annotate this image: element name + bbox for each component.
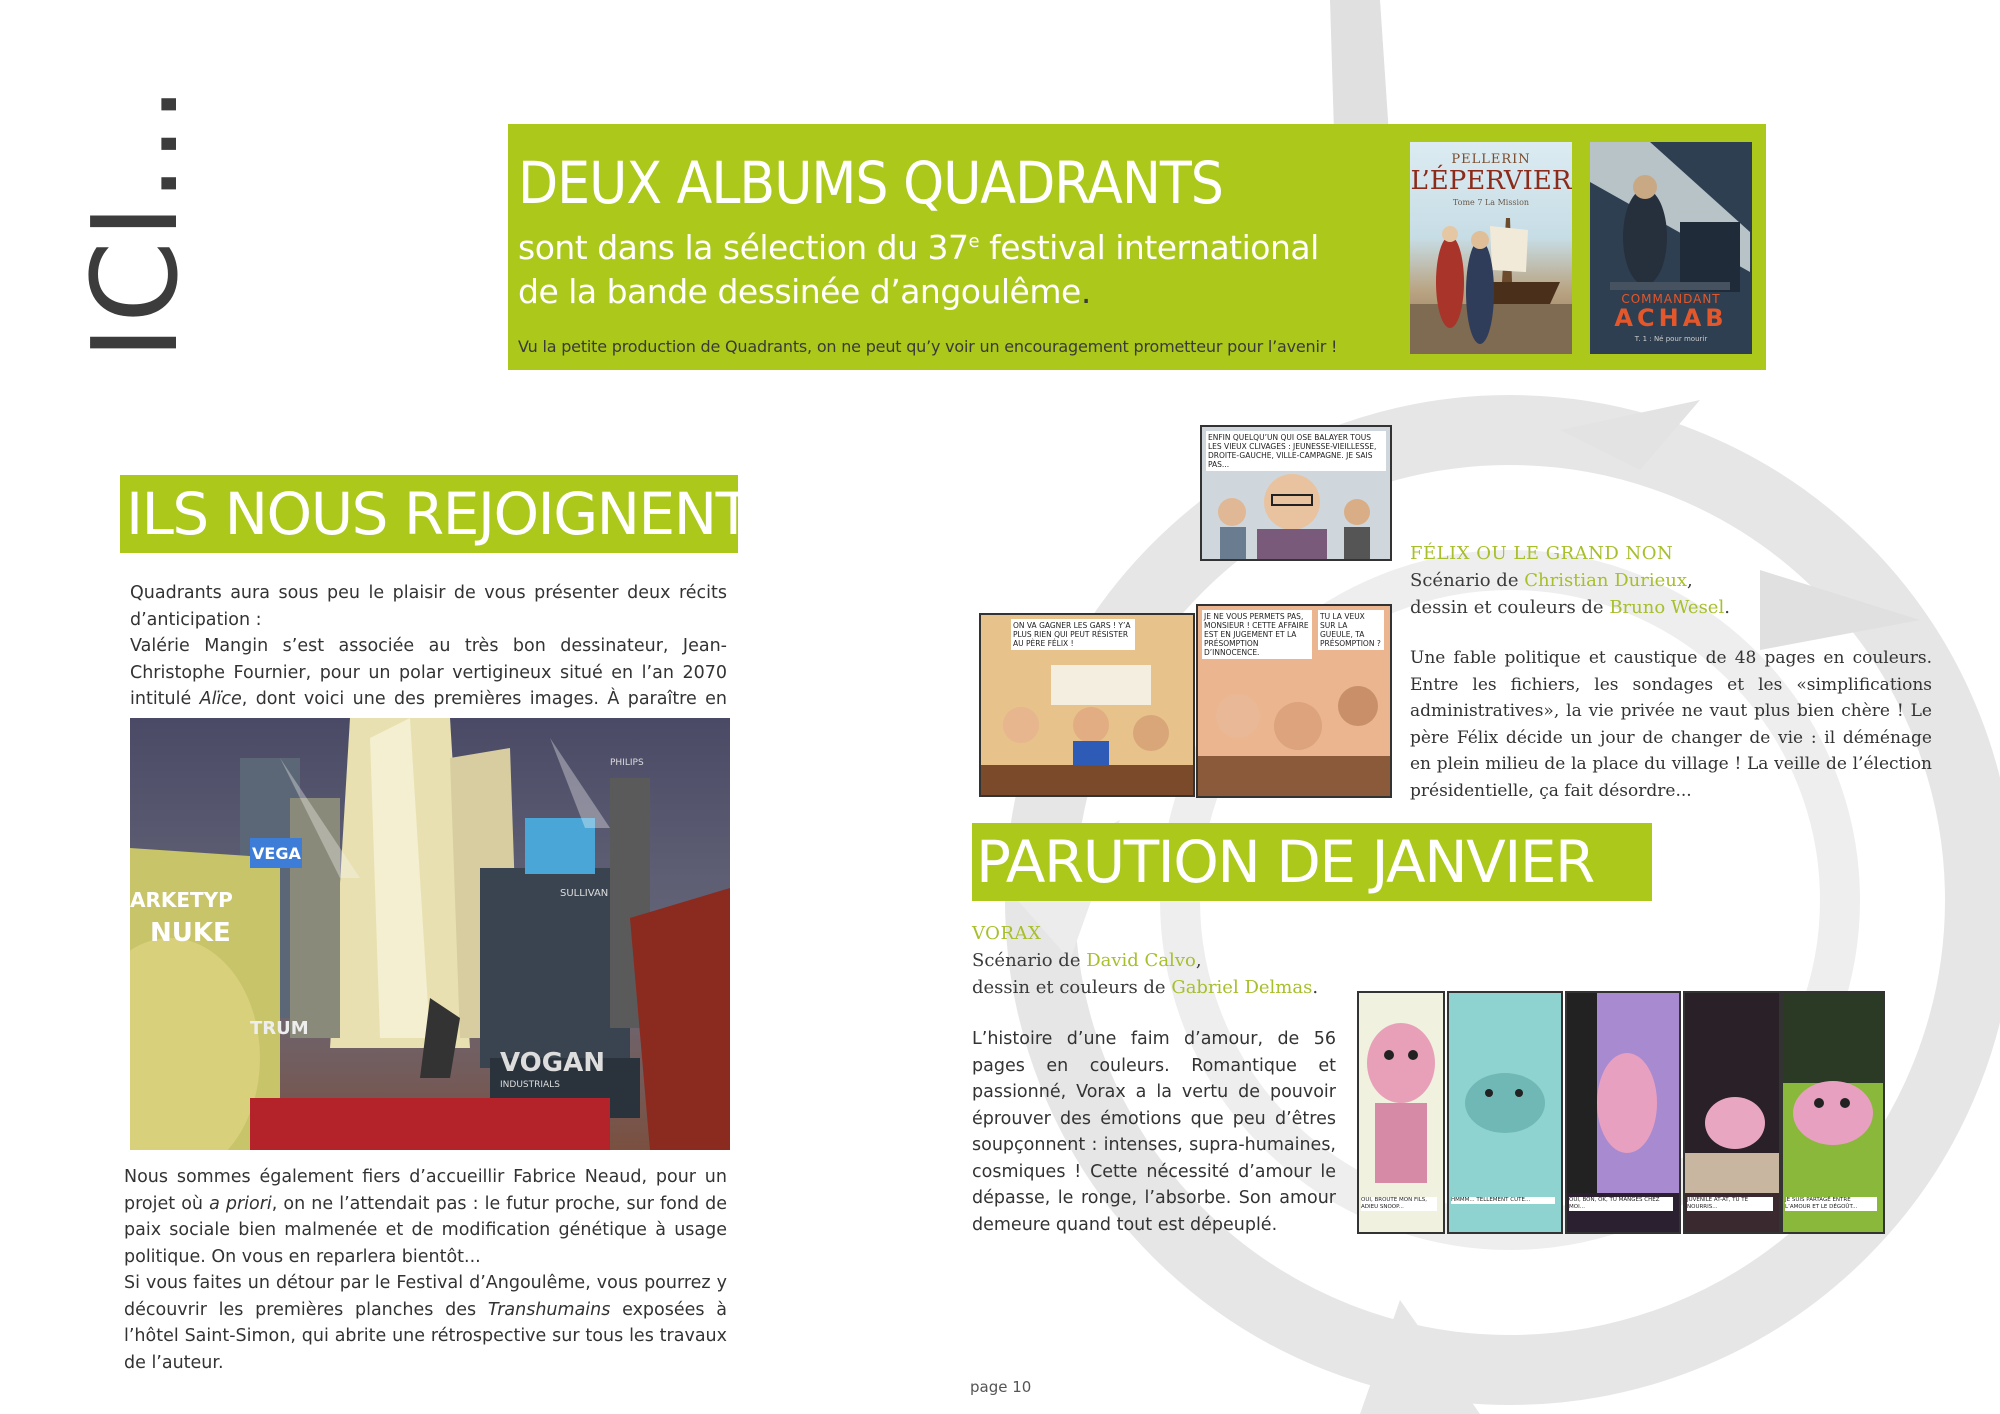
felix-panel-2: ON VA GAGNER LES GARS ! Y’A PLUS RIEN QUI PEUT RÉSISTER AU PÈRE FÉLIX ! xyxy=(979,613,1195,797)
side-title: ICI... xyxy=(66,83,204,360)
vorax-panel-1: OUI, BROUTE MON FILS, ADIEU SNOOP... xyxy=(1357,991,1445,1234)
vorax-panel-2: HMMM... TELLEMENT CUTE... xyxy=(1447,991,1563,1234)
felix-description: Une fable politique et caustique de 48 pages en couleurs. Entre les fichiers, les sondages et les «simplifications administratives», la vie privée ne vaut plus bien chère ! Le père Félix décide un jour de changer de vie : il déménage en plein milieu de la place du village ! La veille de l’élection présidentielle, ça fait désordre... xyxy=(1410,648,1932,801)
janvier-heading-bar xyxy=(972,823,1652,901)
alice-illustration: VEGA ARKETYP NUKE TRUM VOGAN INDUSTRIALS PHILIPS SULLIVAN xyxy=(130,718,730,1150)
felix-panel-3-art xyxy=(1198,666,1390,796)
vorax-panel-1-art xyxy=(1359,993,1443,1193)
felix-credit: FÉLIX OU LE GRAND NON Scénario de Christian Durieux, dessin et couleurs de Bruno Wesel. xyxy=(1410,543,1730,618)
rejoignent-intro: Quadrants aura sous peu le plaisir de vous présenter deux récits d’anticipation : Valérie Mangin s’est associée au très bon dessinateur, Jean-Christophe Fournier, pour un polar vertigineux situé en l’an 2070 intitulé Alïce, dont voici une des premières images. À paraître en xyxy=(130,583,728,709)
rejoignent-heading-bar xyxy=(120,475,750,553)
vorax-strip xyxy=(1357,991,1883,1234)
cover-achab: COMMANDANT ACHAB T. 1 : Né pour mourir xyxy=(1590,142,1752,354)
vorax-panel-3: OUI, BON, OK, TU MANGES CHEZ MOI... xyxy=(1565,991,1681,1234)
felix-panel-3: JE NE VOUS PERMETS PAS, MONSIEUR ! CETTE AFFAIRE EST EN JUGEMENT ET LA PRÉSOMPTION D’INNOCENCE. TU LA VEUX SUR LA GUEULE, TA PRÉSOMPTION ? xyxy=(1196,604,1392,798)
albums-headline: DEUX ALBUMS QUADRANTS xyxy=(518,149,1223,217)
janvier-heading: PARUTION DE JANVIER xyxy=(976,828,1594,896)
vorax-panel-4-art xyxy=(1685,993,1779,1193)
felix-panel-1-art xyxy=(1202,467,1390,559)
rejoignent-heading: ILS NOUS REJOIGNENT xyxy=(126,480,750,548)
vorax-description: L’histoire d’une faim d’amour, de 56 pages en couleurs. Romantique et passionné, Vorax a la vertu de pouvoir éprouver des émotions que peu d’êtres soupçonnent : intenses, supra-humaines, cosmiques ! Cette nécessité d’amour le dépasse, le ronge, l’absorbe. Son amour demeure quand tout est dépeuplé. xyxy=(972,1029,1336,1235)
vorax-panel-5-art xyxy=(1783,993,1883,1193)
vorax-panel-2-art xyxy=(1449,993,1561,1193)
cover-epervier-art xyxy=(1410,212,1572,354)
cover-epervier: PELLERIN L’ÉPERVIER Tome 7 La Mission xyxy=(1410,142,1572,354)
vorax-panel-5: JE SUIS PARTAGÉ ENTRE L’AMOUR ET LE DÉGOÛT... xyxy=(1781,991,1885,1234)
rejoignent-neaud: Nous sommes également fiers d’accueillir Fabrice Neaud, pour un projet où a priori, on ne l’attendait pas : le futur proche, sur fond de paix sociale bien malmenée et de modification génétique à usage politique. On vous en reparlera bientôt... Si vous faites un détour par le Festival d’Angoulême, vous pourrez y découvrir les premières planches des Transhumains exposées à l’hôtel Saint-Simon, qui abrite une rétrospective sur tous les travaux de l’auteur. xyxy=(124,1167,727,1373)
page-number: page 10 xyxy=(970,1378,1032,1396)
albums-note: Vu la petite production de Quadrants, on ne peut qu’y voir un encouragement prometteur pour l’avenir ! xyxy=(518,337,1338,356)
albums-subtitle: sont dans la sélection du 37e festival international de la bande dessinée d’angoulême. xyxy=(518,228,1319,311)
felix-panel-1: ENFIN QUELQU’UN QUI OSE BALAYER TOUS LES VIEUX CLIVAGES : JEUNESSE-VIEILLESSE, DROITE-GAUCHE, VILLE-CAMPAGNE. JE SAIS PAS... xyxy=(1200,425,1392,561)
vorax-panel-4: JUVENILE AT-AT, TU TE NOURRIS... xyxy=(1683,991,1781,1234)
vorax-credit: VORAX Scénario de David Calvo, dessin et couleurs de Gabriel Delmas. xyxy=(972,923,1319,998)
vorax-panel-3-art xyxy=(1567,993,1679,1193)
felix-panel-2-art xyxy=(981,655,1193,795)
